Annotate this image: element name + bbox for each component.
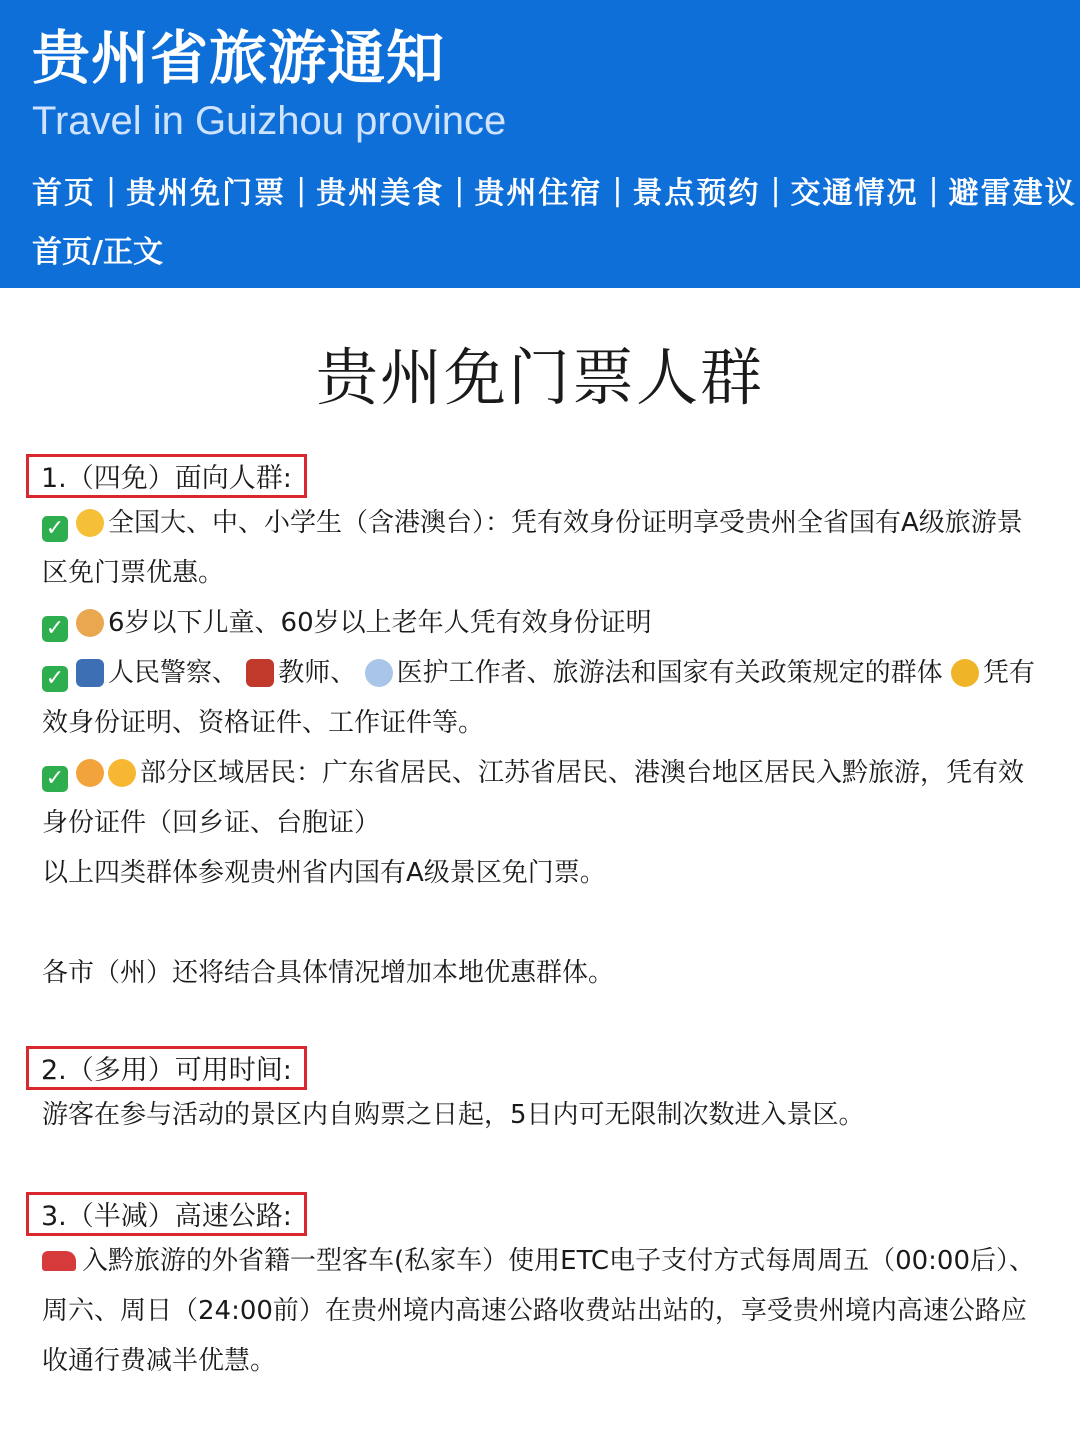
item-text: 医护工作者、旅游法和国家有关政策规定的群体 [396, 658, 943, 688]
nav-bar [32, 160, 1080, 220]
list-item [42, 748, 1038, 848]
note-text: 各市（州）还将结合具体情况增加本地优惠群体。 [42, 958, 615, 988]
checkbox-icon: ✓ [42, 766, 68, 792]
nav-separator: | [770, 172, 781, 208]
nav-item-free-tickets[interactable]: 贵州免门票 [126, 176, 287, 211]
health-worker-icon [365, 659, 393, 687]
nav-item-reservation[interactable]: 景点预约 [632, 176, 761, 211]
item-text: 6岁以下儿童、60岁以上老年人凭有效身份证明 [108, 608, 652, 638]
section-heading-1: 1.（四免）面向人群: [26, 454, 307, 498]
item-text: 凭有效身份证明、资格证件、工作证件等。 [42, 658, 1035, 738]
checkbox-icon: ✓ [42, 666, 68, 692]
elder-icon [76, 609, 104, 637]
section-heading-2: 2.（多用）可用时间: [26, 1046, 307, 1090]
list-item [42, 1236, 1038, 1386]
nav-item-food[interactable]: 贵州美食 [316, 176, 445, 211]
nav-item-home[interactable]: 首页 [32, 176, 96, 211]
nav-separator: | [106, 172, 117, 208]
spacer [42, 898, 1038, 948]
teacher-icon [246, 659, 274, 687]
section-heading-3: 3.（半减）高速公路: [26, 1192, 307, 1236]
nav-item-traffic[interactable]: 交通情况 [790, 176, 919, 211]
checkbox-icon: ✓ [42, 616, 68, 642]
nav-item-tips[interactable]: 避雷建议 [948, 176, 1077, 211]
nav-separator: | [454, 172, 465, 208]
site-title: 贵州省旅游通知 [32, 24, 446, 92]
resident-icon [76, 759, 104, 787]
police-icon [76, 659, 104, 687]
nav-separator: | [296, 172, 307, 208]
resident-icon [108, 759, 136, 787]
item-text: 人民警察、 [108, 658, 239, 688]
nav-separator: | [928, 172, 939, 208]
worker-icon [951, 659, 979, 687]
summary-text: 以上四类群体参观贵州省内国有A级景区免门票。 [42, 858, 606, 888]
car-icon [42, 1251, 76, 1271]
item-text: 全国大、中、小学生（含港澳台）：凭有效身份证明享受贵州全省国有A级旅游景区免门票优惠。 [42, 508, 1023, 588]
nav-item-lodging[interactable]: 贵州住宿 [474, 176, 603, 211]
article-body [0, 338, 1080, 1386]
checkbox-icon: ✓ [42, 516, 68, 542]
list-item [42, 598, 1038, 648]
site-subtitle: Travel in Guizhou province [32, 99, 507, 143]
list-item [42, 498, 1038, 598]
article-title: 贵州免门票人群 [315, 341, 764, 414]
nav-separator: | [612, 172, 623, 208]
section-body-3: 入黔旅游的外省籍一型客车(私家车）使用ETC电子支付方式每周周五（00:00后）、周六、周日（24:00前）在贵州境内高速公路收费站出站的，享受贵州境内高速公路应收通行费减半优慧。 [42, 1246, 1036, 1376]
section-body-2: 游客在参与活动的景区内自购票之日起，5日内可无限制次数进入景区。 [42, 1100, 865, 1130]
list-item [42, 648, 1038, 748]
item-text: 教师、 [278, 658, 357, 688]
item-text: 部分区域居民：广东省居民、江苏省居民、港澳台地区居民入黔旅游，凭有效身份证件（回乡证、台胞证） [42, 758, 1025, 838]
site-header [0, 0, 1080, 288]
breadcrumb[interactable]: 首页/正文 [32, 235, 163, 270]
student-icon [76, 509, 104, 537]
